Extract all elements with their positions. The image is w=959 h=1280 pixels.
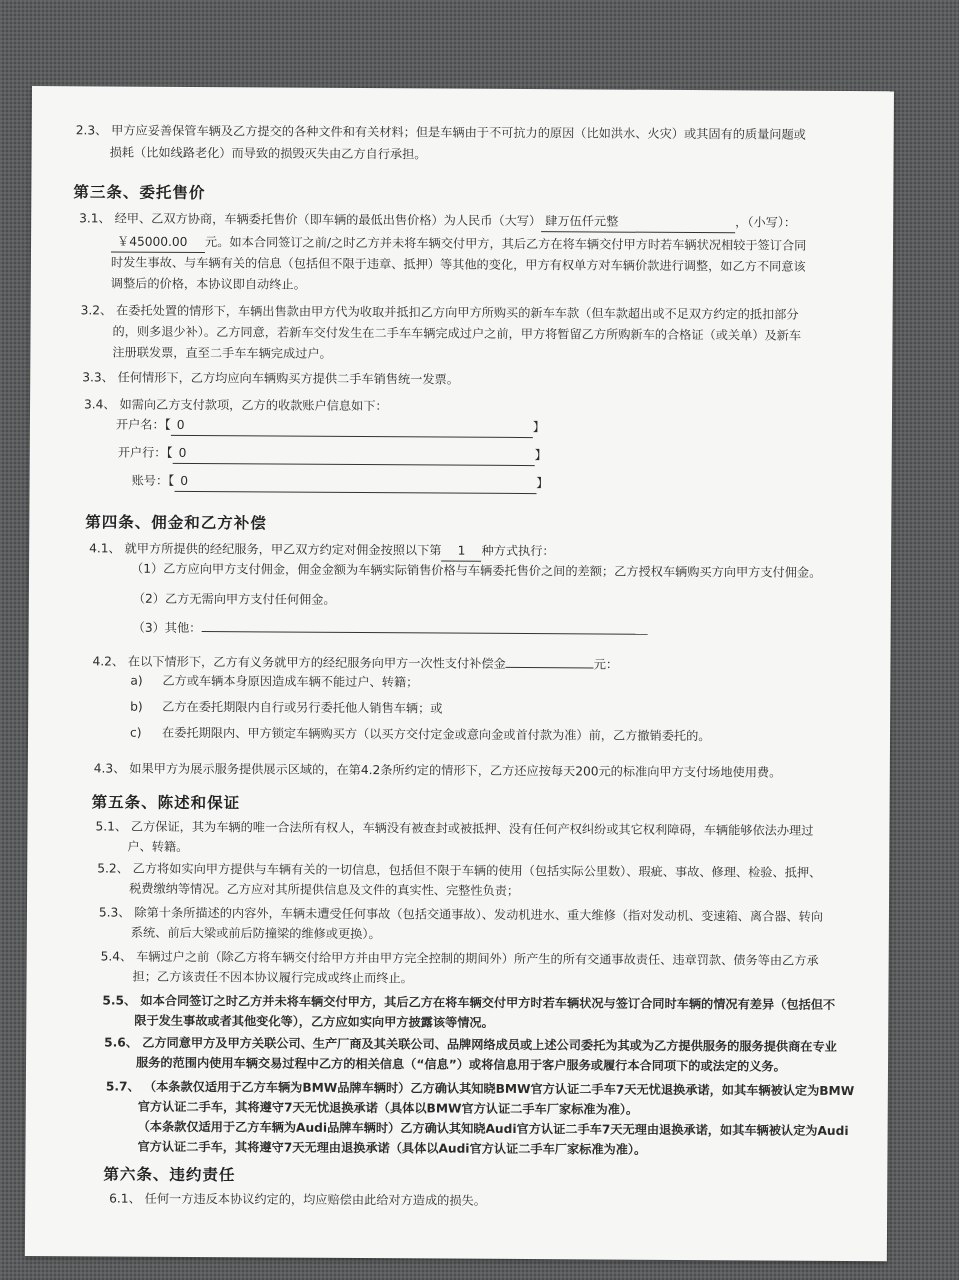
contract-page bbox=[25, 86, 894, 1261]
bracket-close: 】 bbox=[534, 448, 547, 463]
clause-3-1-line3: 时发生事故、与车辆有关的信息（包括但不限于违章、抵押）等其他的变化，甲方有权单方对车辆价款进行调整，如乙方不同意该 bbox=[110, 255, 806, 274]
clause-number: 5.7、 bbox=[105, 1079, 140, 1094]
clause-3-1 bbox=[79, 208, 796, 233]
clause-5-4-line2: 担；乙方该责任不因本协议履行完成或终止而终止。 bbox=[132, 969, 413, 986]
clause-2-3-line2: 损耗（比如线路老化）而导致的损毁灭失由乙方自行承担。 bbox=[109, 145, 427, 162]
clause-5-1-line2: 户、转籍。 bbox=[127, 839, 189, 854]
clause-number: 5.3、 bbox=[98, 905, 131, 920]
item-text: 乙方或车辆本身原因造成车辆不能过户、转籍； bbox=[162, 673, 419, 690]
clause-text: 如本合同签订之时乙方并未将车辆交付甲方，其后乙方在将车辆交付甲方时若车辆状况与签订合同时车辆的情况有差异（包括但不 bbox=[140, 993, 836, 1012]
account-number-label: 账号：【 bbox=[131, 473, 175, 488]
clause-number: 5.2、 bbox=[97, 861, 129, 876]
clause-text: 就甲方所提供的经纪服务，甲乙双方约定对佣金按照以下第 bbox=[124, 541, 442, 558]
clause-text: 乙方将如实向甲方提供与车辆有关的一切信息，包括但不限于车辆的使用（包括实际公里数）、瑕疵、事故、修理、检验、抵押、 bbox=[132, 861, 822, 880]
clause-number: 5.1、 bbox=[95, 819, 128, 834]
section-5-heading: 第五条、陈述和保证 bbox=[91, 793, 241, 813]
clause-text: ，（小写）： bbox=[735, 215, 797, 230]
section-4-heading: 第四条、佣金和乙方补偿 bbox=[85, 513, 267, 533]
clause-4-2-a bbox=[130, 671, 418, 693]
clause-4-2-c bbox=[130, 723, 711, 747]
clause-5-7-line4: 官方认证二手车，其将遵守7天无理由退换承诺（具体以Audi官方认证二手车厂家标准为准）。 bbox=[137, 1139, 647, 1157]
price-in-figures: ￥45000.00 bbox=[111, 231, 205, 253]
item-marker: b) bbox=[130, 699, 143, 714]
section-3-heading: 第三条、委托售价 bbox=[73, 183, 206, 203]
price-in-words: 肆万伍仟元整 bbox=[541, 211, 735, 233]
account-number-row bbox=[132, 471, 549, 495]
clause-5-3-line2: 系统、前后大梁或前后防撞梁的维修或更换）。 bbox=[130, 925, 381, 942]
compensation-blank bbox=[506, 653, 594, 669]
clause-4-3 bbox=[94, 758, 782, 782]
bracket-close: 】 bbox=[536, 476, 549, 491]
clause-text: 元。如本合同签订之前/之时乙方并未将车辆交付甲方，其后乙方在将车辆交付甲方时若车辆状况相较于签订合同 bbox=[205, 235, 807, 253]
clause-3-1-line4: 调整后的价格，本协议即自动终止。 bbox=[110, 276, 306, 292]
bracket-close: 】 bbox=[532, 420, 545, 435]
commission-option-1: （1）乙方应向甲方支付佣金，佣金金额为车辆实际销售价格与车辆委托售价之间的差额；乙方授权车辆购买方向甲方支付佣金。 bbox=[131, 561, 822, 580]
clause-number: 4.3、 bbox=[93, 761, 126, 776]
option-3-label: （3）其他： bbox=[132, 620, 202, 636]
clause-text: 种方式执行： bbox=[481, 543, 555, 559]
commission-option-2: （2）乙方无需向甲方支付任何佣金。 bbox=[132, 591, 336, 607]
clause-number: 3.2、 bbox=[80, 303, 113, 318]
item-text: 乙方在委托期限内自行或另行委托他人销售车辆；或 bbox=[162, 699, 443, 716]
clause-5-7-line2: 官方认证二手车，其将遵守7天无忧退换承诺（具体以BMW官方认证二手车厂家标准为准）。 bbox=[137, 1099, 639, 1117]
account-holder-row bbox=[116, 415, 545, 439]
clause-5-6-line2: 服务的范围内使用车辆交易过程中乙方的相关信息（“信息”）或将信息用于客户服务或履行本合同项下的或法定的义务。 bbox=[135, 1055, 786, 1074]
clause-5-5-line2: 限于发生事故或者其他变化等），乙方应如实向甲方披露该等情况。 bbox=[134, 1013, 494, 1030]
clause-3-2-line2: 的，则多退少补）。乙方同意，若新车交付发生在二手车车辆完成过户之前，甲方将暂留乙方所购新车的合格证（或关单）及新车 bbox=[112, 324, 802, 343]
clause-number: 2.3、 bbox=[75, 123, 108, 138]
clause-text: 乙方同意甲方及甲方关联公司、生产厂商及其关联公司、品牌网络成员或上述公司委托为其或为乙方提供服务的服务提供商在专业 bbox=[142, 1035, 837, 1054]
clause-text: 任何一方违反本协议约定的，均应赔偿由此给对方造成的损失。 bbox=[144, 1191, 486, 1208]
item-marker: a) bbox=[130, 673, 143, 688]
clause-number: 3.3、 bbox=[82, 370, 114, 385]
bank-value: 0 bbox=[173, 443, 535, 466]
account-holder-label: 开户名：【 bbox=[115, 417, 171, 432]
clause-5-1 bbox=[95, 816, 813, 840]
bank-label: 开户行：【 bbox=[117, 445, 173, 460]
clause-number: 5.6、 bbox=[104, 1035, 138, 1050]
item-marker: c) bbox=[130, 725, 142, 740]
clause-text: 在委托处置的情形下，车辆出售款由甲方代为收取并抵扣乙方向甲方所购买的新车车款（但车款超出或不足双方约定的抵扣部分 bbox=[116, 303, 799, 322]
clause-3-3 bbox=[82, 367, 459, 389]
clause-text: 如需向乙方支付款项，乙方的收款账户信息如下： bbox=[119, 397, 388, 414]
clause-6-1 bbox=[109, 1188, 486, 1210]
clause-5-2-line2: 税费缴纳等情况。乙方应对其所提供信息及文件的真实性、完整性负责； bbox=[129, 881, 520, 898]
account-number-value: 0 bbox=[174, 471, 536, 494]
item-text: 在委托期限内、甲方锁定车辆购买方（以买方交付定金或意向金或首付款为准）前，乙方撤销委托的。 bbox=[162, 725, 711, 744]
clause-text: （本条款仅适用于乙方车辆为BMW品牌车辆时）乙方确认其知晓BMW官方认证二手车7天无忧退换承诺，如其车辆被认定为BMW bbox=[143, 1079, 855, 1099]
section-6-heading: 第六条、违约责任 bbox=[103, 1165, 236, 1185]
commission-option-3 bbox=[133, 617, 648, 641]
clause-2-3 bbox=[76, 120, 806, 144]
clause-4-2-b bbox=[130, 697, 442, 719]
clause-number: 3.4、 bbox=[84, 397, 116, 412]
clause-number: 5.5、 bbox=[102, 993, 137, 1008]
clause-text: 甲方应妥善保管车辆及乙方提交的各种文件和有关材料；但是车辆由于不可抗力的原因（比如洪水、火灾）或其固有的质量问题或 bbox=[111, 123, 806, 142]
clause-text: 元： bbox=[593, 657, 619, 672]
clause-5-7-line3: （本条款仅适用于乙方车辆为Audi品牌车辆时）乙方确认其知晓Audi官方认证二手车7天无理由退换承诺，如其车辆被认定为Audi bbox=[137, 1119, 849, 1139]
clause-number: 4.1、 bbox=[89, 541, 121, 556]
clause-number: 6.1、 bbox=[109, 1191, 141, 1206]
clause-number: 5.4、 bbox=[100, 949, 133, 964]
commission-method: 1 bbox=[441, 541, 481, 562]
clause-text: 如果甲方为展示服务提供展示区域的，在第4.2条所约定的情形下，乙方还应按每天200元的标准向甲方支付场地使用费。 bbox=[129, 761, 782, 780]
clause-text: 任何情形下，乙方均应向车辆购买方提供二手车销售统一发票。 bbox=[117, 370, 459, 387]
option-3-blank bbox=[201, 617, 647, 635]
clause-text: 在以下情形下，乙方有义务就甲方的经纪服务向甲方一次性支付补偿金 bbox=[127, 654, 506, 671]
clause-text: 乙方保证，其为车辆的唯一合法所有权人，车辆没有被查封或被抵押、没有任何产权纠纷或其它权利障碍，车辆能够依法办理过 bbox=[130, 819, 814, 838]
clause-number: 3.1、 bbox=[79, 211, 111, 226]
clause-text: 经甲、乙双方协商，车辆委托售价（即车辆的最低出售价格）为人民币（大写） bbox=[114, 211, 542, 229]
clause-number: 4.2、 bbox=[92, 654, 125, 669]
clause-3-2-line3: 注册联发票，直至二手车车辆完成过户。 bbox=[112, 345, 332, 361]
clause-3-4 bbox=[84, 394, 388, 416]
clause-text: 除第十条所描述的内容外，车辆未遭受任何事故（包括交通事故）、发动机进水、重大维修（指对发动机、变速箱、离合器、转向 bbox=[134, 905, 824, 924]
account-holder-value: 0 bbox=[171, 415, 533, 438]
bank-row bbox=[118, 443, 547, 467]
clause-text: 车辆过户之前（除乙方将车辆交付给甲方并由甲方完全控制的期间外）所产生的所有交通事故责任、违章罚款、债务等由乙方承 bbox=[136, 949, 819, 968]
